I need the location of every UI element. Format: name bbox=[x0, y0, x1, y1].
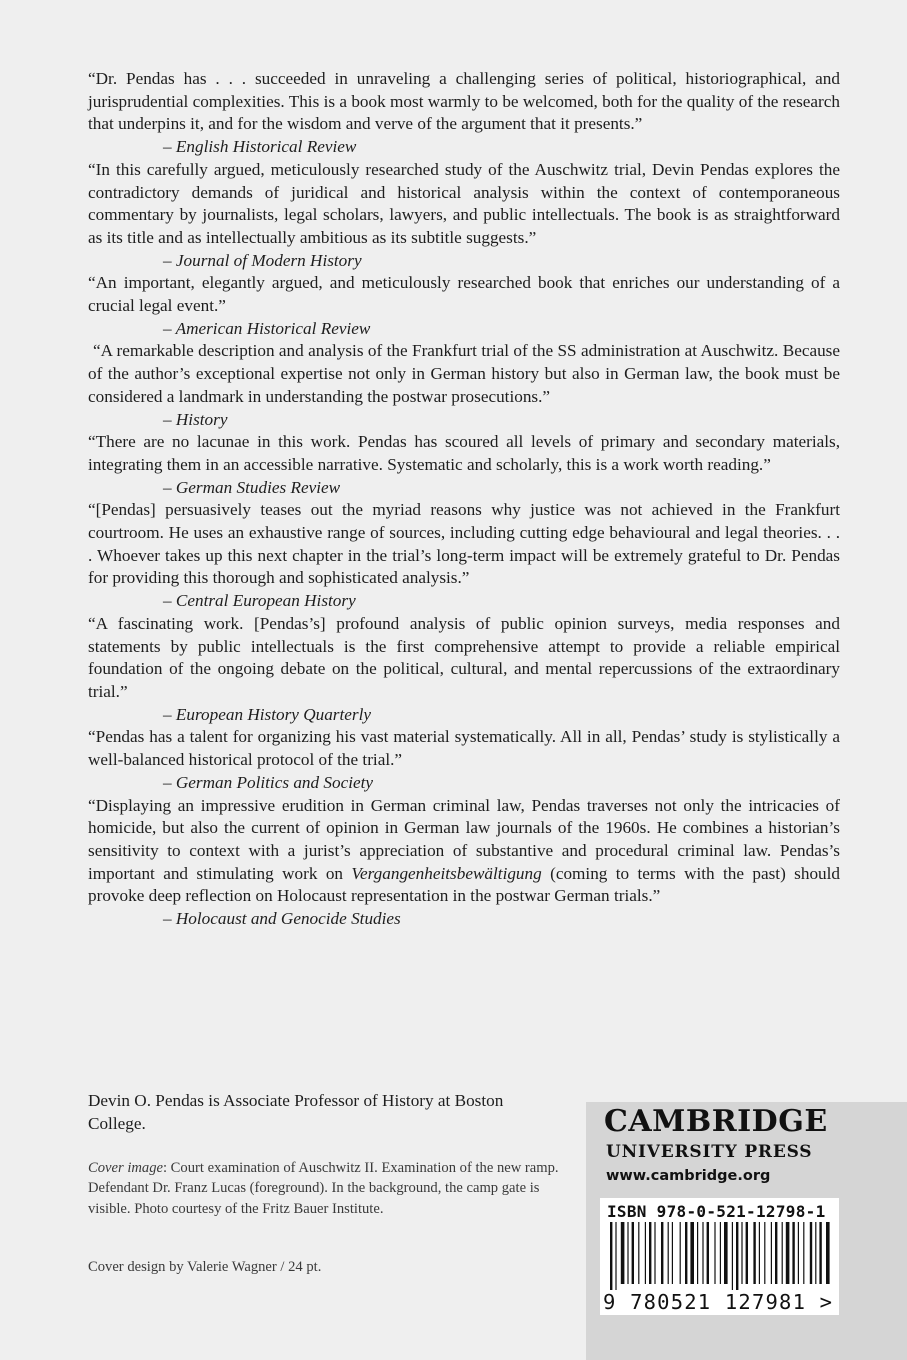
barcode-bar bbox=[741, 1222, 742, 1284]
reviews-section bbox=[88, 68, 840, 931]
review-source-6: – Central European History bbox=[163, 591, 356, 611]
barcode-bar bbox=[672, 1222, 673, 1284]
barcode-bar bbox=[782, 1222, 783, 1284]
barcode-bar bbox=[690, 1222, 694, 1284]
review-quote-2: “In this carefully argued, meticulously researched study of the Auschwitz trial, Devin Pendas explores the contradictory demands of juridical and historical analysis within the context of contemporaneous commentary by journalists, legal scholars, lawyers, and public intellectuals. The book is as straightforward as its title and as intellectually ambitious as its subtitle suggests.” bbox=[88, 159, 840, 247]
barcode-bar bbox=[615, 1222, 616, 1290]
barcode-bar bbox=[810, 1222, 812, 1284]
publisher-url: www.cambridge.org bbox=[606, 1168, 771, 1184]
barcode-bar bbox=[649, 1222, 651, 1284]
isbn-label: ISBN 978-0-521-12798-1 bbox=[607, 1202, 826, 1221]
barcode-bar bbox=[746, 1222, 748, 1284]
review-source-2: – Journal of Modern History bbox=[163, 250, 362, 270]
author-bio: Devin O. Pendas is Associate Professor of History at Boston College. bbox=[88, 1091, 504, 1133]
barcode-bar bbox=[680, 1222, 681, 1284]
barcode-bar bbox=[720, 1222, 721, 1284]
review-quote-7: “A fascinating work. [Pendas’s] profound analysis of public opinion surveys, media responses and statements by public intellectuals is the first comprehensive attempt to provide a reliable empirical foundation of the ongoing debate on the political, cultural, and mental repercussions of the extraordinary trial.” bbox=[88, 613, 840, 701]
barcode-bar bbox=[759, 1222, 760, 1284]
review-quote-1: “Dr. Pendas has . . . succeeded in unraveling a challenging series of political, historiographical, and jurisprudential complexities. This is a book most warmly to be welcomed, both for the quality of the research that underpins it, and for the wisdom and verve of the argument that it presents.” bbox=[88, 69, 840, 134]
review-quote-9-post: (coming to terms with the past) should provoke deep reflection on Holocaust representation in the postwar German trials.” bbox=[88, 863, 841, 906]
barcode-bar bbox=[736, 1222, 738, 1290]
review-quote-8: “Pendas has a talent for organizing his vast material systematically. All in all, Pendas’ study is stylistically a well-balanced historical protocol of the trial.” bbox=[88, 727, 840, 770]
barcode-bar bbox=[697, 1222, 698, 1284]
review-quote-9-pre: “Displaying an impressive erudition in German criminal law, Pendas traverses not only the intricacies of homicide, but also the current of opinion in German law journals of the 1960s. He combines a historian’s sensitivity to context with a jurist’s appreciation of substantive and procedural criminal law. Pendas’s important and stimulating work on bbox=[88, 795, 840, 883]
cover-image-label: Cover image bbox=[88, 1160, 163, 1176]
review-source-5: – German Studies Review bbox=[163, 477, 341, 497]
barcode-bar bbox=[632, 1222, 634, 1284]
barcode-digits: 9 780521 127981 > bbox=[603, 1290, 834, 1314]
barcode-bar bbox=[753, 1222, 755, 1284]
review-quote-6: “[Pendas] persuasively teases out the myriad reasons why justice was not achieved in the Frankfurt courtroom. He uses an exhaustive range of sources, including cutting edge behavioural and legal theories. . . . Whoever takes up this next chapter in the trial’s long-term impact will be extremely grateful to Dr. Pendas for providing this thorough and sophisticated analysis.” bbox=[88, 500, 840, 588]
barcode-bar bbox=[685, 1222, 687, 1284]
barcode-bar bbox=[815, 1222, 816, 1284]
barcode-bar bbox=[707, 1222, 709, 1284]
barcode-bar bbox=[792, 1222, 794, 1284]
publisher-subtitle: UNIVERSITY PRESS bbox=[606, 1142, 813, 1162]
review-source-7: – European History Quarterly bbox=[163, 704, 371, 724]
barcode-bar bbox=[645, 1222, 646, 1284]
review-quote-3: “An important, elegantly argued, and meticulously researched book that enriches our understanding of a crucial legal event.” bbox=[88, 273, 840, 316]
barcode-bar bbox=[638, 1222, 639, 1284]
review-quote-9 bbox=[88, 795, 840, 909]
review-source-1: – English Historical Review bbox=[163, 137, 357, 157]
barcode-bar bbox=[764, 1222, 765, 1284]
review-source-4: – History bbox=[163, 409, 228, 429]
barcode-bar bbox=[627, 1222, 628, 1284]
cover-image-text: : Court examination of Auschwitz II. Examination of the new ramp. Defendant Dr. Franz Lucas (foreground). In the background, the camp gate is visible. Photo courtesy of the Fritz Bauer Institute. bbox=[88, 1160, 559, 1217]
barcode-bar bbox=[610, 1222, 612, 1290]
barcode-bar bbox=[771, 1222, 772, 1284]
barcode-bar bbox=[826, 1222, 830, 1284]
barcode-bar bbox=[775, 1222, 777, 1284]
barcode-bar bbox=[786, 1222, 790, 1284]
barcode-bar bbox=[661, 1222, 663, 1284]
barcode-bar bbox=[819, 1222, 821, 1284]
publisher-name: CAMBRIDGE bbox=[604, 1104, 828, 1139]
barcode-bar bbox=[724, 1222, 728, 1284]
review-quote-4: “A remarkable description and analysis of the Frankfurt trial of the SS administration at Auschwitz. Because of the author’s exceptional expertise not only in German history but also in German law, the book must be considered a landmark in understanding the postwar prosecutions.” bbox=[88, 341, 840, 406]
barcode-bar bbox=[621, 1222, 625, 1284]
review-quote-5: “There are no lacunae in this work. Pendas has scoured all levels of primary and secondary materials, integrating them in an accessible narrative. Systematic and scholarly, this is a work worth reading.” bbox=[88, 432, 840, 474]
isbn-barcode bbox=[610, 1222, 832, 1290]
cover-image-credit bbox=[88, 1158, 566, 1219]
barcode-bar bbox=[668, 1222, 669, 1284]
review-source-9: – Holocaust and Genocide Studies bbox=[163, 909, 401, 929]
review-source-8: – German Politics and Society bbox=[163, 772, 374, 792]
barcode-bar bbox=[702, 1222, 703, 1284]
barcode-bar bbox=[714, 1222, 715, 1284]
barcode-bar bbox=[798, 1222, 799, 1284]
review-quote-9-term: Vergangenheitsbewältigung bbox=[351, 863, 542, 883]
cover-design-credit: Cover design by Valerie Wagner / 24 pt. bbox=[88, 1259, 322, 1275]
barcode-bar bbox=[732, 1222, 733, 1290]
barcode-bar bbox=[803, 1222, 804, 1284]
barcode-bar bbox=[654, 1222, 655, 1284]
review-source-3: – American Historical Review bbox=[163, 318, 371, 338]
